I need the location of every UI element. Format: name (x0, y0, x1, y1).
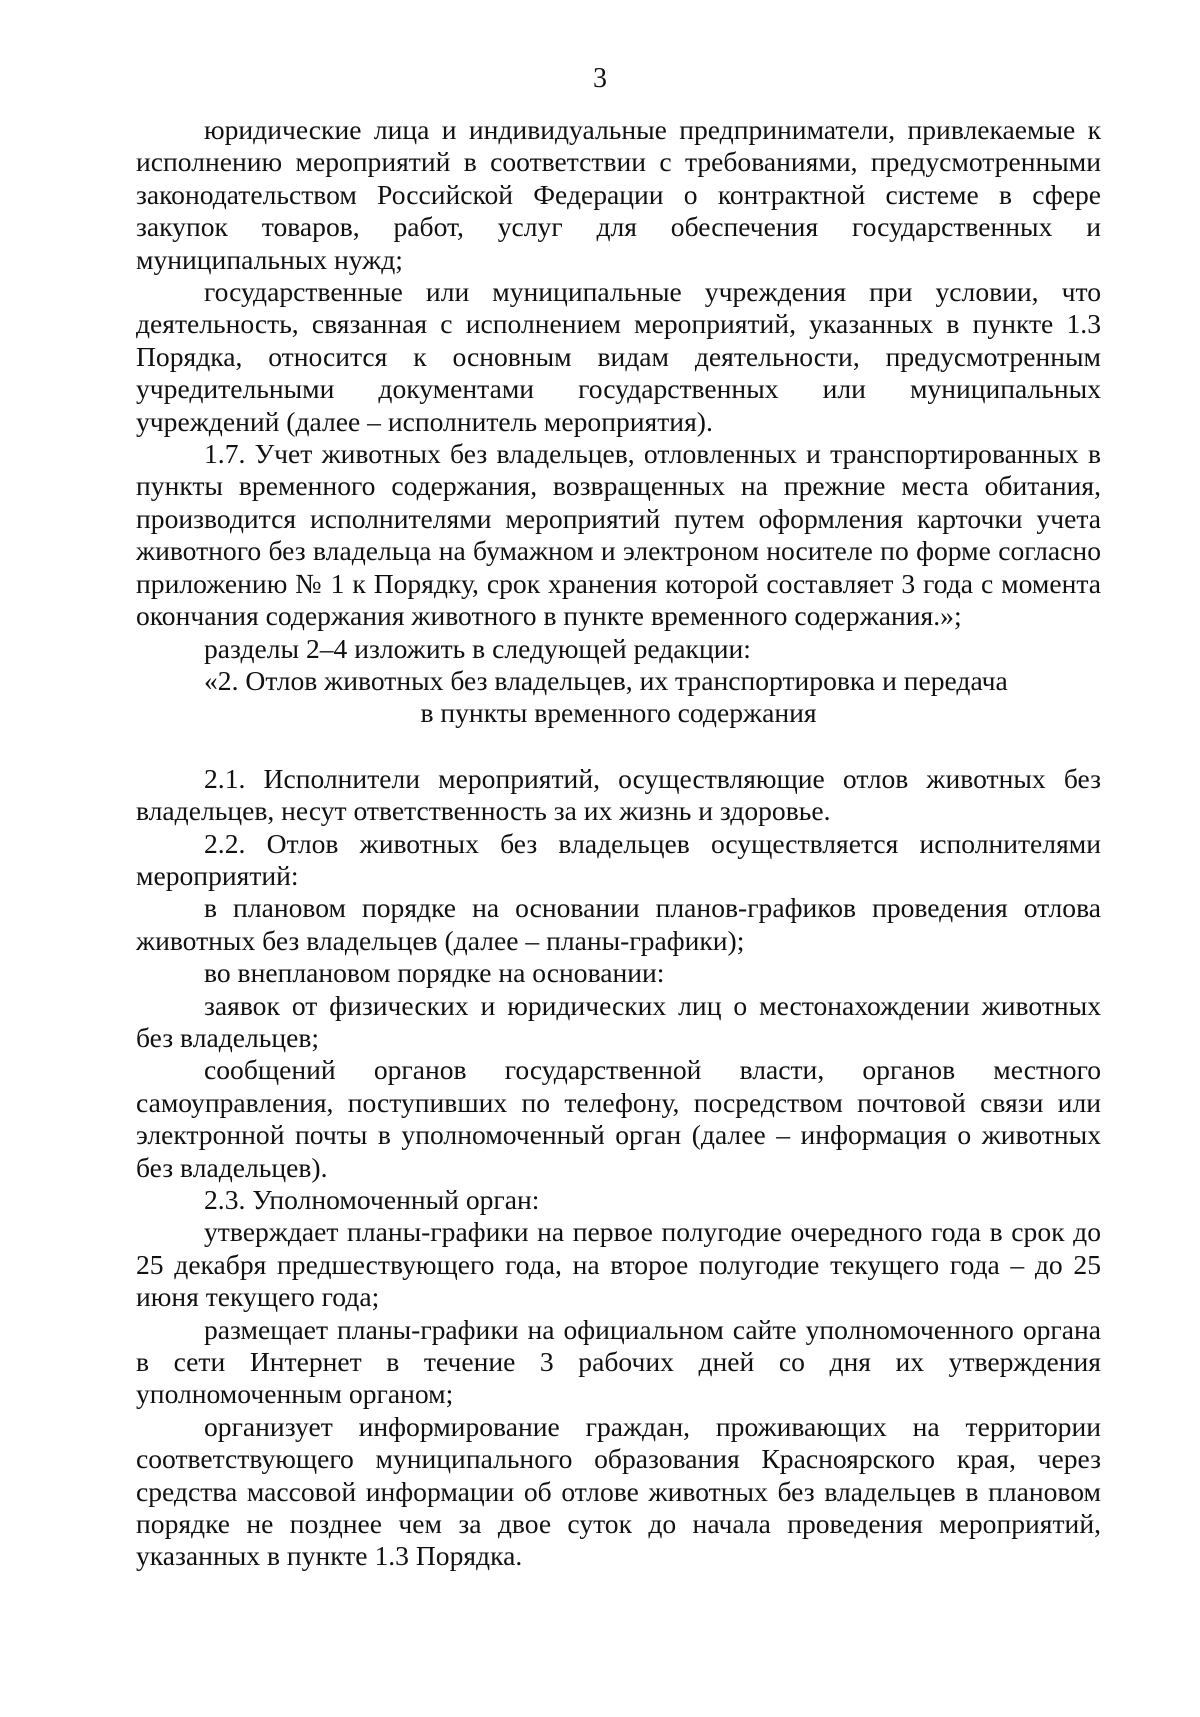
paragraph-publishes-schedules: размещает планы-графики на официальном сайте уполномоченного органа в сети Интернет в течение 3 рабочих дней со дня их утверждения уполномоченным органом; (136, 1313, 1101, 1410)
paragraph-planned-order: в плановом порядке на основании планов-графиков проведения отлова животных без владельцев (далее – планы-графики); (136, 892, 1101, 956)
paragraph-state-institutions: государственные или муниципальные учреждения при условии, что деятельность, связанная с исполнением мероприятий, указанных в пункте 1.3 Порядка, относится к основным видам деятельности, предусмотренным учредительными документами государственных или муниципальных учреждений (далее – исполнитель мероприятия). (136, 276, 1101, 437)
paragraph-sections-amendment: разделы 2–4 изложить в следующей редакции: (204, 632, 751, 664)
paragraph-approves-schedules: утверждает планы-графики на первое полугодие очередного года в срок до 25 декабря предшествующего года, на второе полугодие текущего года – до 25 июня текущего года; (136, 1216, 1101, 1313)
paragraph-unplanned-order: во внеплановом порядке на основании: (204, 957, 665, 989)
section-2-heading (136, 665, 1101, 730)
document-body (136, 114, 1101, 1573)
paragraph-legal-entities: юридические лица и индивидуальные предприниматели, привлекаемые к исполнению мероприятий в соответствии с требованиями, предусмотренными законодательством Российской Федерации о контрактной системе в сфере закупок товаров, работ, услуг для обеспечения государственных и муниципальных нужд; (136, 114, 1101, 275)
paragraph-2-3: 2.3. Уполномоченный орган: (204, 1184, 540, 1215)
spacer (136, 730, 1101, 763)
section-2-heading-line-1: «2. Отлов животных без владельцев, их транспортировка и передача (204, 664, 1008, 696)
paragraph-2-2: 2.2. Отлов животных без владельцев осуществляется исполнителями мероприятий: (136, 827, 1101, 891)
page-number: 3 (593, 63, 607, 94)
section-2-heading-line-2: в пункты временного содержания (420, 697, 817, 729)
paragraph-applications: заявок от физических и юридических лиц о местонахождении животных без владельцев; (136, 989, 1101, 1053)
paragraph-1-7: 1.7. Учет животных без владельцев, отловленных и транспортированных в пункты временного содержания, возвращенных на прежние места обитания, производится исполнителями мероприятий путем оформления карточки учета животного без владельца на бумажном и электроном носителе по форме согласно приложению № 1 к Порядку, срок хранения которой составляет 3 года с момента окончания содержания животного в пункте временного содержания.»; (136, 438, 1101, 632)
paragraph-2-1: 2.1. Исполнители мероприятий, осуществляющие отлов животных без владельцев, несут ответственность за их жизнь и здоровье. (136, 762, 1101, 827)
paragraph-messages: сообщений органов государственной власти, органов местного самоуправления, поступивших по телефону, посредством почтовой связи или электронной почты в уполномоченный орган (далее – информация о животных без владельцев). (136, 1054, 1101, 1183)
paragraph-informs-citizens: организует информирование граждан, проживающих на территории соответствующего муниципального образования Красноярского края, через средства массовой информации об отлове животных без владельцев в плановом порядке не позднее чем за двое суток до начала проведения мероприятий, указанных в пункте 1.3 Порядка. (136, 1410, 1101, 1572)
